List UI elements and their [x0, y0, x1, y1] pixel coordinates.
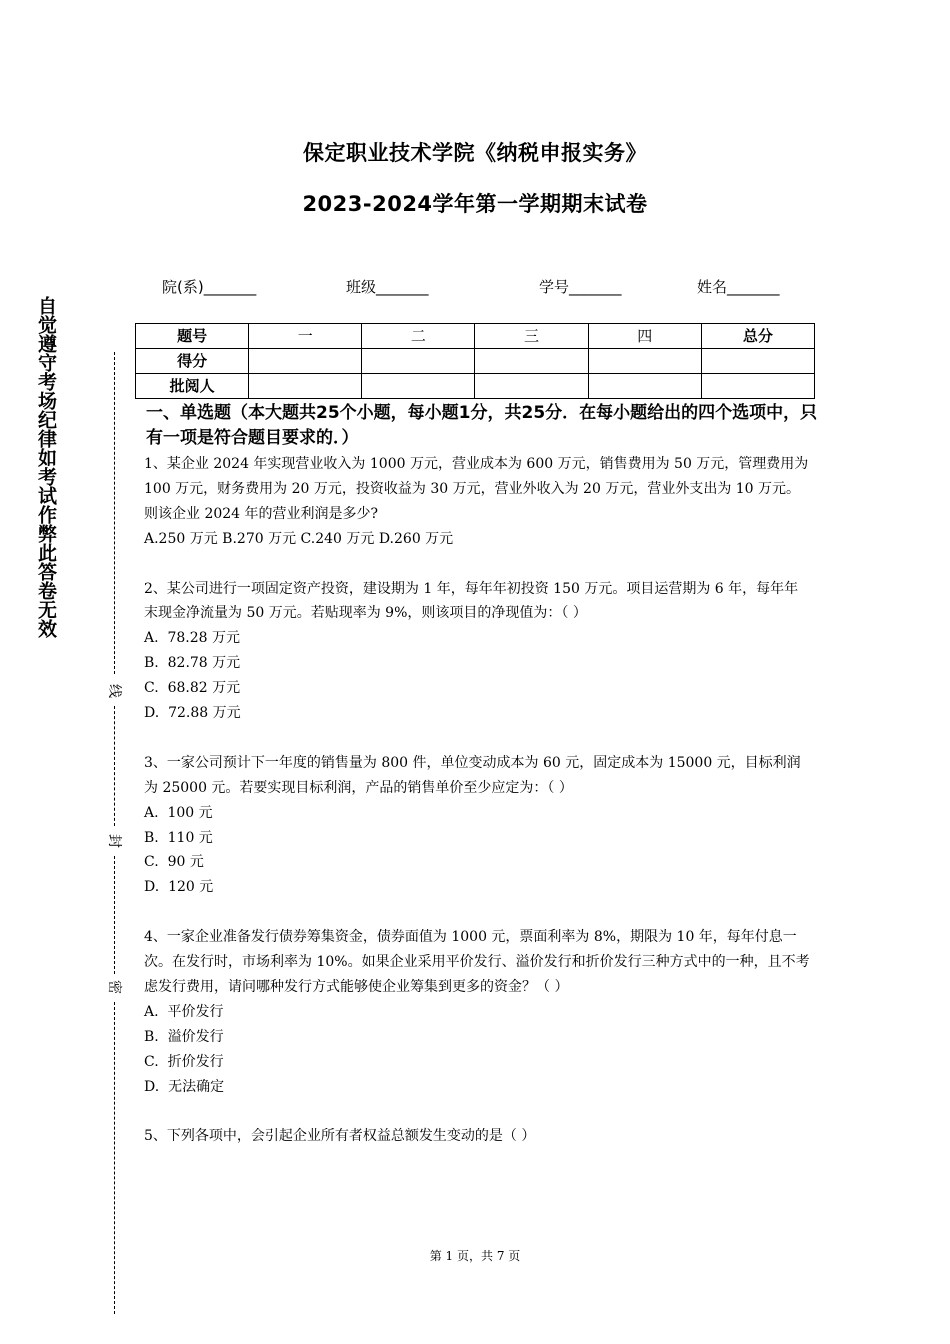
score-table-header-cell: 二: [362, 324, 475, 349]
student-info-row: [0, 276, 950, 300]
option-d[interactable]: D. 120 元: [144, 879, 214, 896]
question-2: [144, 577, 812, 726]
cut-line-label-seal: 封: [105, 832, 125, 850]
option-a[interactable]: A. 78.28 万元: [144, 630, 240, 647]
student-id-field[interactable]: 学号_______: [539, 278, 622, 296]
score-table-header-cell: 一: [249, 324, 362, 349]
option-b[interactable]: B. 溢价发行: [144, 1028, 224, 1045]
class-field[interactable]: 班级_______: [346, 278, 429, 296]
score-cell[interactable]: [362, 349, 475, 374]
option-c[interactable]: C. 90 元: [144, 854, 204, 871]
grader-cell[interactable]: [475, 374, 588, 399]
grader-row: [136, 374, 815, 399]
question-text: 3、一家公司预计下一年度的销售量为 800 件，单位变动成本为 60 元，固定成本为 15000 元，目标利润为 25000 元。若要实现目标利润，产品的销售单价至少应定为：（ ）: [144, 754, 801, 796]
name-field[interactable]: 姓名_______: [697, 278, 780, 296]
score-table-header-cell: 题号: [136, 324, 249, 349]
question-text: 2、某公司进行一项固定资产投资，建设期为 1 年，每年年初投资 150 万元。项目运营期为 6 年，每年年末现金净流量为 50 万元。若贴现率为 9%，则该项目的净现值为：（ ）: [144, 580, 799, 622]
score-cell[interactable]: [249, 349, 362, 374]
score-cell[interactable]: [588, 349, 701, 374]
question-options: A.250 万元 B.270 万元 C.240 万元 D.260 万元: [144, 530, 454, 547]
cut-line-label-line: 线: [105, 682, 125, 700]
option-c[interactable]: C. 68.82 万元: [144, 680, 241, 697]
question-3: [144, 751, 812, 900]
grader-cell[interactable]: [588, 374, 701, 399]
exam-title-school-course: 保定职业技术学院《纳税申报实务》: [303, 141, 647, 165]
score-table-header-cell: 四: [588, 324, 701, 349]
page-footer: 第 1 页，共 7 页: [429, 1249, 521, 1263]
grader-row-label: 批阅人: [136, 374, 249, 399]
option-b[interactable]: B. 110 元: [144, 829, 213, 846]
option-d[interactable]: D. 72.88 万元: [144, 705, 241, 722]
grader-cell[interactable]: [701, 374, 814, 399]
cut-line-label-secret: 密: [105, 978, 125, 996]
question-4: [144, 925, 812, 1099]
score-cell[interactable]: [475, 349, 588, 374]
binding-cut-line: [114, 706, 115, 826]
score-row: [136, 349, 815, 374]
option-a[interactable]: A. 100 元: [144, 804, 213, 821]
score-table-header-row: [136, 324, 815, 349]
option-d[interactable]: D. 无法确定: [144, 1078, 225, 1095]
question-text: 5、下列各项中，会引起企业所有者权益总额发生变动的是（ ）: [144, 1128, 536, 1145]
grader-cell[interactable]: [249, 374, 362, 399]
option-b[interactable]: B. 82.78 万元: [144, 655, 241, 672]
option-a[interactable]: A. 平价发行: [144, 1003, 224, 1020]
binding-cut-line: [114, 856, 115, 974]
exam-title-term: 2023-2024学年第一学期期末试卷: [302, 192, 648, 216]
grader-cell[interactable]: [362, 374, 475, 399]
question-list: [144, 452, 812, 1149]
question-text: 1、某企业 2024 年实现营业收入为 1000 万元，营业成本为 600 万元，销售费用为 50 万元，管理费用为 100 万元，财务费用为 20 万元，投资收益为 30 万元，营业外收入为 20 万元，营业外支出为 10 万元。则该企业 2024 年的营业利润是多少?: [144, 456, 809, 522]
department-field[interactable]: 院(系)_______: [162, 278, 257, 296]
question-5: [144, 1124, 812, 1149]
score-table-header-cell: 三: [475, 324, 588, 349]
section-heading: 一、单选题（本大题共25个小题，每小题1分，共25分．在每小题给出的四个选项中，只有一项是符合题目要求的．）: [146, 403, 818, 448]
binding-cut-line: [114, 352, 115, 674]
question-1: [144, 452, 812, 552]
question-text: 4、一家企业准备发行债券筹集资金，债券面值为 1000 元，票面利率为 8%，期限为 10 年，每年付息一次。在发行时，市场利率为 10%。如果企业采用平价发行、溢价发行和折价发行三种方式中的一种，且不考虑发行费用，请问哪种发行方式能够使企业筹集到更多的资金？（ ）: [144, 929, 810, 995]
option-c[interactable]: C. 折价发行: [144, 1053, 224, 1070]
exam-discipline-notice: 自觉遵守考场纪律如考试作弊此答卷无效: [35, 296, 57, 638]
score-cell[interactable]: [701, 349, 814, 374]
score-table: [135, 323, 815, 399]
binding-cut-line: [114, 1002, 115, 1314]
score-row-label: 得分: [136, 349, 249, 374]
score-table-header-cell: 总分: [701, 324, 814, 349]
